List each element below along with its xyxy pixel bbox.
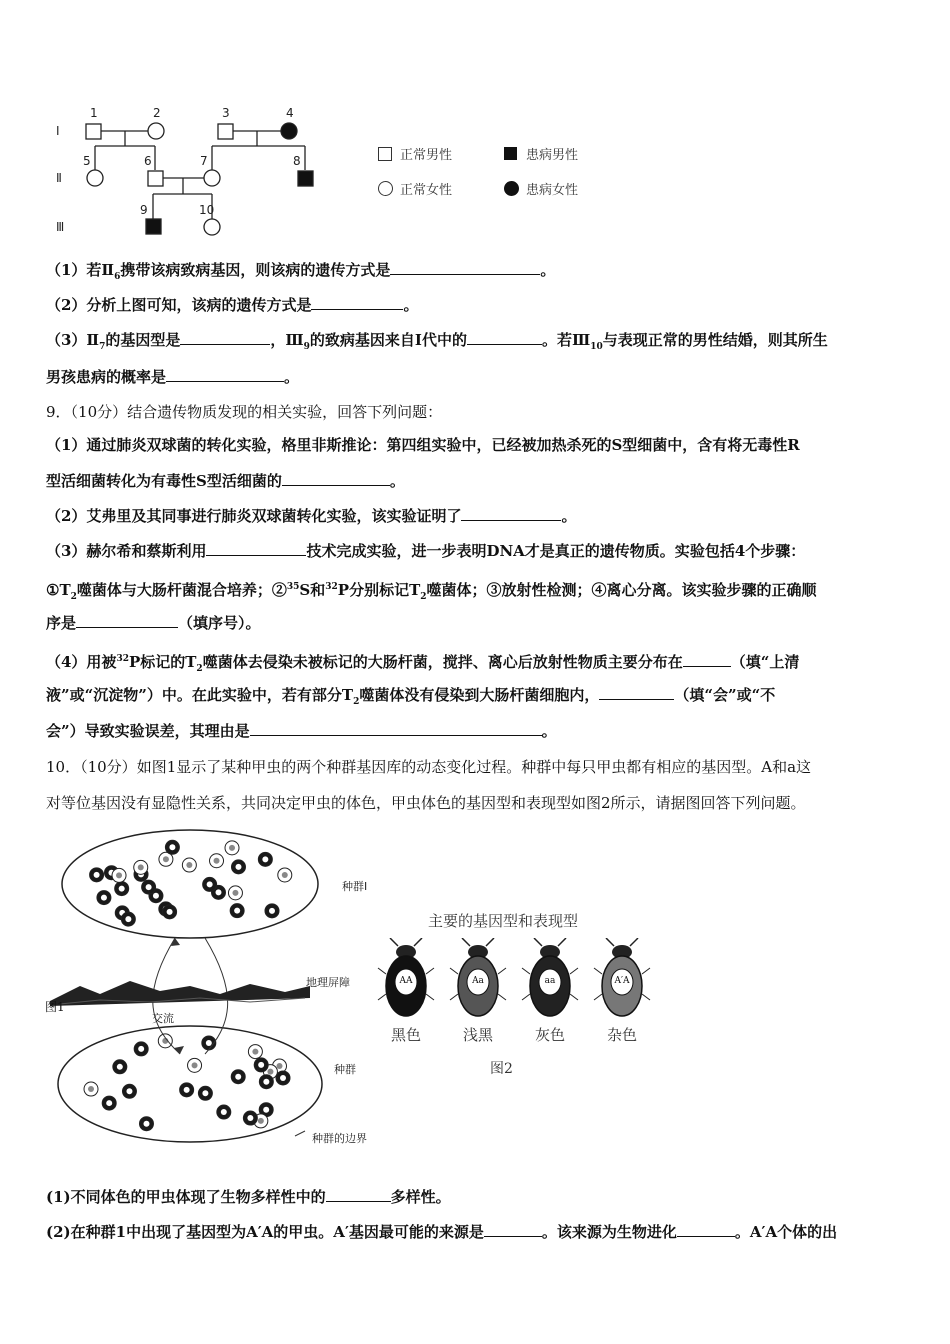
text: 的致病基因来自Ⅰ代中的 [309, 331, 467, 349]
beetle-marking-icon [192, 1062, 198, 1068]
individual-number: 4 [286, 106, 294, 120]
beetle-marking-icon [88, 1086, 94, 1092]
phenotype-label: 杂色 [606, 1026, 637, 1044]
generation-label: Ⅲ [56, 220, 65, 234]
text: 液”或“沉淀物”）中。在此实验中，若有部分T [46, 686, 354, 704]
legend-normal-female: 正常女性 [400, 183, 453, 198]
answer-blank[interactable] [599, 684, 674, 700]
individual-number: 8 [293, 154, 301, 168]
beetle-marking-icon [138, 1046, 144, 1052]
subscript: 10 [590, 342, 603, 352]
superscript: 32 [116, 654, 129, 664]
beetle-marking-icon [94, 872, 100, 878]
figure-1-label: 图1 [45, 1000, 65, 1014]
superscript: 35 [286, 582, 300, 592]
text: 。 [561, 507, 577, 525]
answer-blank[interactable] [461, 505, 561, 521]
individual-10-normal-female [204, 219, 220, 235]
answer-blank[interactable] [282, 470, 390, 486]
beetle-marking-icon [119, 886, 125, 892]
figure-1-illustration [40, 826, 370, 1164]
beetle-marking-icon [235, 864, 241, 870]
question-score: （10分） [80, 758, 137, 776]
beetle-marking-icon [252, 1049, 258, 1055]
beetle-marking-icon [280, 1075, 286, 1081]
population-1-label: 种群Ⅰ [342, 880, 368, 893]
individual-number: 3 [222, 106, 230, 120]
beetle-marking-icon [167, 909, 173, 915]
beetle-phenotype-card [376, 938, 436, 1048]
text: 多样性。 [390, 1188, 451, 1206]
text: 与表现正常的男性结婚，则其所生 [602, 331, 828, 349]
text: 。 [389, 472, 405, 490]
beetle-marking-icon [207, 881, 213, 887]
figure-2-title: 主要的基因型和表现型 [428, 912, 579, 930]
individual-5-normal-female [87, 170, 103, 186]
text: （1）若Ⅱ [46, 261, 115, 279]
answer-blank[interactable] [250, 720, 542, 736]
individual-number: 6 [144, 154, 152, 168]
exchange-label: 交流 [152, 1012, 174, 1025]
beetle-marking-icon [202, 1090, 208, 1096]
text: 。A′A个体的出 [734, 1223, 838, 1241]
text: 。 [541, 722, 557, 740]
q9-part3a [46, 540, 908, 562]
figure-2-label: 图2 [490, 1061, 513, 1077]
q9-part3b [46, 576, 908, 608]
text: 的基因型是 [105, 331, 181, 349]
text: 噬菌体；③放射性检测；④离心分离。该实验步骤的正确顺 [426, 581, 817, 599]
figure-1 [40, 826, 370, 1164]
individual-1-normal-male [86, 124, 101, 139]
text: （填序号）。 [178, 614, 261, 632]
q9-part3c [46, 612, 908, 634]
q9-part1b [46, 470, 908, 492]
individual-number: 5 [83, 154, 91, 168]
answer-blank[interactable] [206, 540, 306, 556]
q8-part1 [46, 259, 908, 288]
beetle-marking-icon [125, 916, 131, 922]
beetle-marking-icon [258, 1118, 264, 1124]
text: (2)在种群1中出现了基因型为A′A的甲虫。A′基因最可能的来源是 [46, 1223, 484, 1241]
individual-6-normal-male [148, 171, 163, 186]
question-number: 10． [46, 758, 81, 776]
text: 型活细菌转化为有毒性S型活细菌的 [46, 472, 282, 490]
text: （2）艾弗里及其同事进行肺炎双球菌转化实验，该实验证明了 [46, 507, 462, 525]
pedigree-legend [378, 144, 598, 204]
question-stem: 结合遗传物质发现的相关实验，回答下列问题： [127, 403, 443, 421]
individual-number: 7 [200, 154, 208, 168]
beetle-marking-icon [229, 845, 235, 851]
individual-number: 10 [199, 203, 215, 217]
beetle-phenotype-card [592, 938, 652, 1048]
subscript: 2 [353, 697, 360, 707]
beetle-marking-icon [143, 1121, 149, 1127]
text: P分别标记T [337, 581, 421, 599]
phenotype-label: 浅黑 [462, 1026, 493, 1044]
generation-label: Ⅱ [56, 171, 62, 185]
question-number: 9． [46, 403, 71, 421]
subscript: 2 [196, 664, 203, 674]
affected-female-icon [504, 181, 519, 196]
beetle-marking-icon [232, 890, 238, 896]
answer-blank[interactable] [180, 329, 270, 345]
q9-part4c [46, 720, 908, 742]
q10-part2 [46, 1221, 908, 1243]
q10-stem-cont [46, 792, 908, 814]
beetle-marking-icon [258, 1062, 264, 1068]
beetle-phenotype-card [448, 938, 508, 1048]
subscript: 2 [70, 592, 77, 602]
barrier-label: 地理屏障 [306, 976, 350, 989]
answer-blank[interactable] [467, 329, 542, 345]
beetle-marking-icon [276, 1063, 282, 1069]
beetle-marking-icon [186, 862, 192, 868]
text: (1)不同体色的甲虫体现了生物多样性中的 [46, 1188, 326, 1206]
phenotype-label: 黑色 [390, 1026, 421, 1044]
question-stem: 如图1显示了某种甲虫的两个种群基因库的动态变化过程。种群中每只甲虫都有相应的基因型。A和a这 [136, 758, 812, 776]
text: 。若Ⅲ [541, 331, 591, 349]
answer-blank[interactable] [76, 612, 178, 628]
text: 。该来源为生物进化 [541, 1223, 677, 1241]
beetle-marking-icon [221, 1109, 227, 1115]
text: 。 [284, 368, 300, 386]
text: 噬菌体没有侵染到大肠杆菌细胞内， [359, 686, 600, 704]
beetle-marking-icon [215, 889, 221, 895]
subscript: 9 [303, 342, 310, 352]
text: ，Ⅲ [270, 331, 304, 349]
q10-header [46, 756, 908, 778]
q10-part1 [46, 1186, 908, 1208]
text: P标记的T [128, 653, 197, 671]
individual-7-normal-female [204, 170, 220, 186]
normal-female-icon [378, 181, 393, 196]
normal-male-icon [378, 147, 392, 161]
answer-blank[interactable] [166, 366, 284, 382]
text: （4）用被 [46, 653, 117, 671]
beetle-phenotype-card [520, 938, 580, 1048]
beetle-marking-icon [247, 1115, 253, 1121]
individual-8-affected-male [298, 171, 313, 186]
beetle-marking-icon [138, 864, 144, 870]
beetle-marking-icon [106, 1100, 112, 1106]
text: ①T [46, 581, 71, 599]
beetle-marking-icon [116, 872, 122, 878]
beetle-marking-icon [126, 1088, 132, 1094]
beetle-marking-icon [163, 856, 169, 862]
q8-part3b [46, 366, 908, 388]
subscript: 6 [114, 272, 121, 282]
text: 。 [540, 261, 556, 279]
individual-number: 9 [140, 203, 148, 217]
subscript: 7 [99, 342, 106, 352]
individual-2-normal-female [148, 123, 164, 139]
subscript: 2 [420, 592, 427, 602]
answer-blank[interactable] [683, 651, 731, 667]
beetle-marking-icon [184, 1087, 190, 1093]
genotype-label: aa [544, 976, 556, 986]
answer-blank[interactable] [311, 294, 403, 310]
genotype-label: A′A [614, 976, 630, 986]
beetle-marking-icon [269, 908, 275, 914]
individual-9-affected-male [146, 219, 161, 234]
generation-label: Ⅰ [56, 124, 60, 138]
boundary-label: 种群的边界 [312, 1132, 367, 1145]
pedigree-chart [40, 100, 600, 245]
text: 噬菌体去侵染未被标记的大肠杆菌，搅拌、离心后放射性物质主要分布在 [202, 653, 683, 671]
legend-affected-female: 患病女性 [526, 183, 579, 198]
answer-blank[interactable] [484, 1221, 542, 1237]
beetle-marking-icon [234, 908, 240, 914]
figure-2 [372, 904, 654, 1080]
individual-number: 2 [153, 106, 161, 120]
text: （填“上清 [730, 653, 800, 671]
question-score: （10分） [70, 403, 128, 421]
text: （1）通过肺炎双球菌的转化实验，格里非斯推论：第四组实验中，已经被加热杀死的S型细菌中，含有将无毒性R [46, 436, 800, 454]
beetle-marking-icon [153, 893, 159, 899]
question-stem: 对等位基因没有显隐性关系，共同决定甲虫的体色，甲虫体色的基因型和表现型如图2所示，请据图回答下列问题。 [46, 794, 806, 812]
beetle-marking-icon [214, 858, 220, 864]
text: 携带该病致病基因，则该病的遗传方式是 [120, 261, 391, 279]
q9-part4b [46, 684, 908, 713]
legend-affected-male: 患病男性 [526, 148, 579, 163]
beetle-marking-icon [235, 1074, 241, 1080]
beetle-marking-icon [262, 856, 268, 862]
answer-blank[interactable] [677, 1221, 735, 1237]
individual-3-normal-male [218, 124, 233, 139]
text: （3）赫尔希和蔡斯利用 [46, 542, 207, 560]
answer-blank[interactable] [326, 1186, 391, 1202]
beetle-marking-icon [267, 1069, 273, 1075]
individual-number: 1 [90, 106, 98, 120]
text: （2）分析上图可知，该病的遗传方式是 [46, 296, 312, 314]
q8-part2 [46, 294, 908, 316]
text: 序是 [46, 614, 77, 632]
text: 。 [403, 296, 419, 314]
genotype-label: AA [399, 976, 413, 986]
q8-part3a [46, 329, 908, 358]
legend-normal-male: 正常男性 [400, 148, 453, 163]
superscript: 32 [325, 582, 338, 592]
text: 会”）导致实验误差，其理由是 [46, 722, 250, 740]
beetle-marking-icon [282, 872, 288, 878]
text: S和 [299, 581, 326, 599]
q9-part2 [46, 505, 908, 527]
beetle-marking-icon [101, 895, 107, 901]
q9-part4a [46, 648, 908, 680]
phenotype-label: 灰色 [534, 1026, 565, 1044]
text: （填“会”或“不 [674, 686, 776, 704]
text: 男孩患病的概率是 [46, 368, 167, 386]
population-2-label: 种群 [334, 1063, 356, 1076]
beetle-marking-icon [206, 1040, 212, 1046]
beetle-marking-icon [169, 844, 175, 850]
beetle-marking-icon [263, 1079, 269, 1085]
text: 技术完成实验，进一步表明DNA才是真正的遗传物质。实验包括4个步骤： [306, 542, 806, 560]
affected-male-icon [504, 147, 517, 160]
q9-part1a [46, 434, 908, 456]
genotype-label: Aa [472, 976, 484, 986]
individual-4-affected-female [281, 123, 297, 139]
text: （3）Ⅱ [46, 331, 100, 349]
q9-header [46, 401, 908, 423]
beetle-marking-icon [146, 884, 152, 890]
text: 噬菌体与大肠杆菌混合培养；② [76, 581, 287, 599]
beetle-marking-icon [263, 1107, 269, 1113]
beetle-marking-icon [117, 1064, 123, 1070]
answer-blank[interactable] [390, 259, 540, 275]
